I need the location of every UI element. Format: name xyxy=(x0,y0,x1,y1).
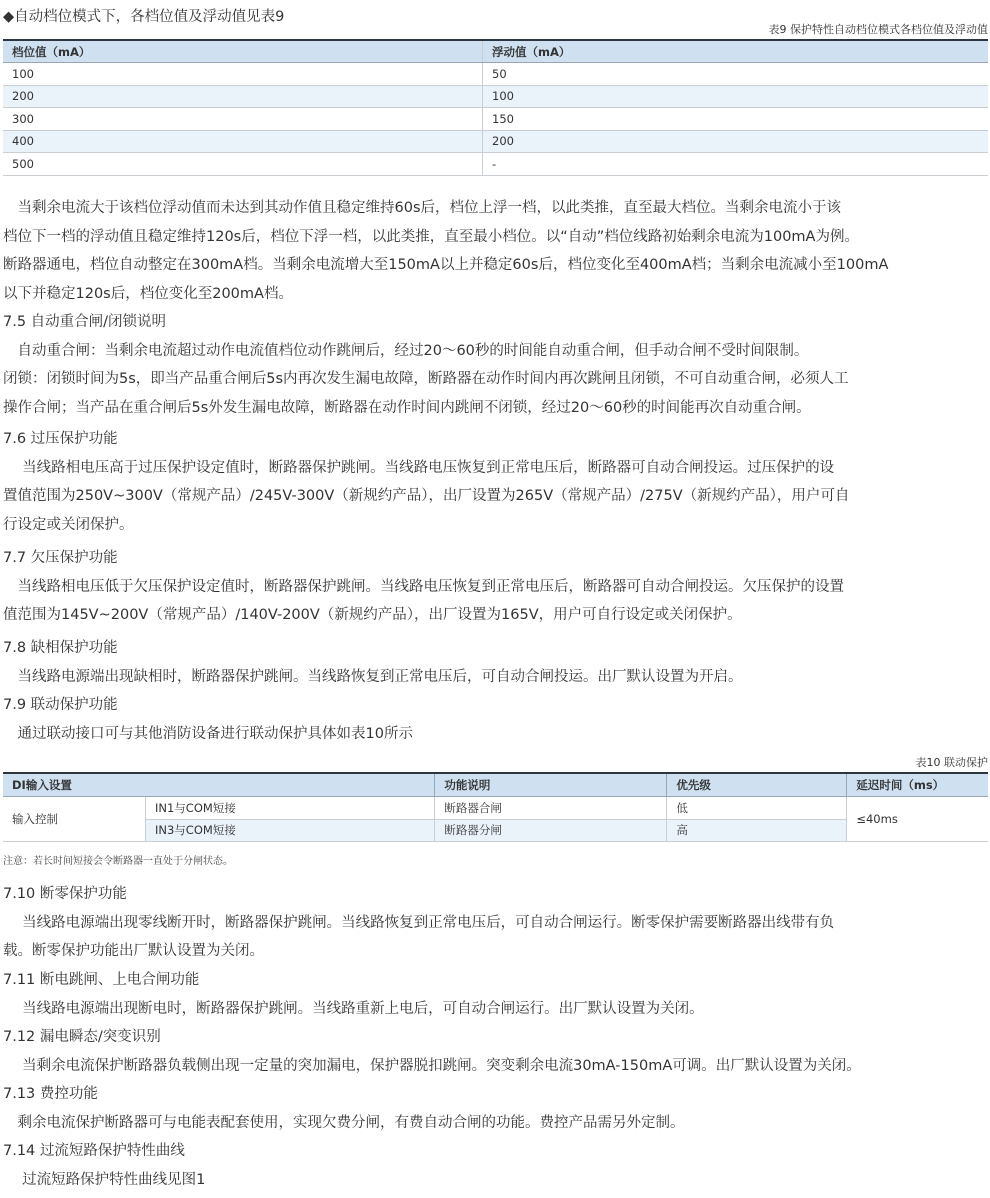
paragraph-line: 行设定或关闭保护。 xyxy=(3,516,134,533)
section-title: 7.9 联动保护功能 xyxy=(3,697,118,713)
paragraph-line: 过流短路保护特性曲线见图1 xyxy=(3,1171,206,1188)
float-cell: 50 xyxy=(483,63,989,86)
level-cell: 100 xyxy=(3,63,483,86)
section-title: 7.11 断电跳闸、上电合闸功能 xyxy=(3,972,200,988)
paragraph-line: 通过联动接口可与其他消防设备进行联动保护具体如表10所示 xyxy=(3,725,413,742)
float-cell: 200 xyxy=(483,130,989,153)
section-7-6 xyxy=(3,425,988,539)
table-row xyxy=(3,797,988,820)
section-7-8 xyxy=(3,634,988,691)
section-7-7 xyxy=(3,544,988,630)
paragraph-line: 当线路电源端出现零线断开时，断路器保护跳闸。当线路恢复到正常电压后，可自动合闸运行。断零保护需要断路器出线带有负 xyxy=(3,914,835,931)
float-cell: 150 xyxy=(483,108,989,131)
column-header-float: 浮动值（mA） xyxy=(483,40,989,63)
section-title: 7.12 漏电瞬态/突变识别 xyxy=(3,1029,161,1045)
level-cell: 500 xyxy=(3,153,483,176)
section-7-10 xyxy=(3,880,988,966)
input-cell: IN3与COM短接 xyxy=(146,819,435,842)
table-row xyxy=(3,63,988,86)
group-label-cell: 输入控制 xyxy=(3,797,146,842)
intro-text: 自动档位模式下，各档位值及浮动值见表9 xyxy=(14,9,285,25)
section-title: 7.8 缺相保护功能 xyxy=(3,640,118,656)
column-header-delay: 延迟时间（ms） xyxy=(847,773,988,797)
paragraph-line: 当剩余电流大于该档位浮动值而未达到其动作值且稳定维持60s后，档位上浮一档，以此类推，直至最大档位。当剩余电流小于该 xyxy=(3,200,841,216)
section-7-12 xyxy=(3,1023,988,1080)
intro-line xyxy=(3,5,284,26)
paragraph-line: 操作合闸；当产品在重合闸后5s外发生漏电故障，断路器在动作时间内跳闸不闭锁，经过20～60秒的时间能再次自动重合闸。 xyxy=(3,399,811,416)
priority-cell: 高 xyxy=(667,819,847,842)
table-row xyxy=(3,153,988,176)
paragraph-line: 闭锁：闭锁时间为5s，即当产品重合闸后5s内再次发生漏电故障，断路器在动作时间内再次跳闸且闭锁，不可自动重合闸，必须人工 xyxy=(3,371,849,387)
section-title: 7.6 过压保护功能 xyxy=(3,431,118,447)
table9-caption: 表9 保护特性自动档位模式各档位值及浮动值 xyxy=(768,23,988,36)
level-cell: 400 xyxy=(3,130,483,153)
priority-cell: 低 xyxy=(667,797,847,820)
section-title: 7.5 自动重合闸/闭锁说明 xyxy=(3,314,167,330)
float-cell: - xyxy=(483,153,989,176)
section-title: 7.13 费控功能 xyxy=(3,1086,98,1102)
section-title: 7.7 欠压保护功能 xyxy=(3,550,118,566)
table10 xyxy=(3,772,988,842)
table-row xyxy=(3,819,988,842)
section-title: 7.10 断零保护功能 xyxy=(3,886,127,902)
column-header-function: 功能说明 xyxy=(435,773,667,797)
table10-caption: 表10 联动保护 xyxy=(915,756,988,769)
paragraph-line: 当线路相电压高于过压保护设定值时，断路器保护跳闸。当线路电压恢复到正常电压后，断路器可自动合闸投运。过压保护的设 xyxy=(3,459,835,476)
paragraph-line: 断路器通电，档位自动整定在300mA档。当剩余电流增大至150mA以上并稳定60s后，档位变化至400mA档；当剩余电流减小至100mA xyxy=(3,257,889,273)
column-header-level: 档位值（mA） xyxy=(3,40,483,63)
table-row xyxy=(3,130,988,153)
paragraph-line: 置值范围为250V~300V（常规产品）/245V-300V（新规约产品），出厂设置为265V（常规产品）/275V（新规约产品），用户可自 xyxy=(3,488,850,504)
diamond-bullet-icon: ◆ xyxy=(3,9,15,25)
column-header-priority: 优先级 xyxy=(667,773,847,797)
function-cell: 断路器分闸 xyxy=(435,819,667,842)
paragraph-line: 剩余电流保护断路器可与电能表配套使用，实现欠费分闸，有费自动合闸的功能。费控产品需另外定制。 xyxy=(3,1114,685,1131)
paragraph-line: 当线路电源端出现断电时，断路器保护跳闸。当线路重新上电后，可自动合闸运行。出厂默认设置为关闭。 xyxy=(3,1000,704,1017)
float-cell: 100 xyxy=(483,85,989,108)
table-header-row xyxy=(3,40,988,63)
float-paragraph xyxy=(3,194,988,308)
delay-cell: ≤40ms xyxy=(847,797,988,842)
column-header-di-input: DI输入设置 xyxy=(3,773,435,797)
paragraph-line: 值范围为145V~200V（常规产品）/140V-200V（新规约产品），出厂设置为165V，用户可自行设定或关闭保护。 xyxy=(3,607,742,623)
section-7-11 xyxy=(3,966,988,1023)
function-cell: 断路器合闸 xyxy=(435,797,667,820)
paragraph-line: 档位下一档的浮动值且稳定维持120s后，档位下浮一档，以此类推，直至最小档位。以“自动”档位线路初始剩余电流为100mA为例。 xyxy=(3,228,859,245)
section-7-13 xyxy=(3,1080,988,1137)
section-7-5 xyxy=(3,308,988,422)
paragraph-line: 以下并稳定120s后，档位变化至200mA档。 xyxy=(3,285,293,302)
paragraph-line: 自动重合闸：当剩余电流超过动作电流值档位动作跳闸后，经过20～60秒的时间能自动重合闸，但手动合闸不受时间限制。 xyxy=(3,342,809,359)
paragraph-line: 当剩余电流保护断路器负载侧出现一定量的突加漏电，保护器脱扣跳闸。突变剩余电流30mA-150mA可调。出厂默认设置为关闭。 xyxy=(3,1057,861,1074)
paragraph-line: 当线路相电压低于欠压保护设定值时，断路器保护跳闸。当线路电压恢复到正常电压后，断路器可自动合闸投运。欠压保护的设置 xyxy=(3,578,844,595)
level-cell: 300 xyxy=(3,108,483,131)
table-header-row xyxy=(3,773,988,797)
section-7-14 xyxy=(3,1137,988,1194)
table10-note: 注意：若长时间短接会令断路器一直处于分闸状态。 xyxy=(3,856,233,867)
section-title: 7.14 过流短路保护特性曲线 xyxy=(3,1143,185,1159)
table-row xyxy=(3,85,988,108)
input-cell: IN1与COM短接 xyxy=(146,797,435,820)
level-cell: 200 xyxy=(3,85,483,108)
paragraph-line: 当线路电源端出现缺相时，断路器保护跳闸。当线路恢复到正常电压后，可自动合闸投运。出厂默认设置为开启。 xyxy=(3,668,743,685)
table-row xyxy=(3,108,988,131)
table9 xyxy=(3,39,988,176)
paragraph-line: 载。断零保护功能出厂默认设置为关闭。 xyxy=(3,943,264,959)
section-7-9 xyxy=(3,691,988,748)
